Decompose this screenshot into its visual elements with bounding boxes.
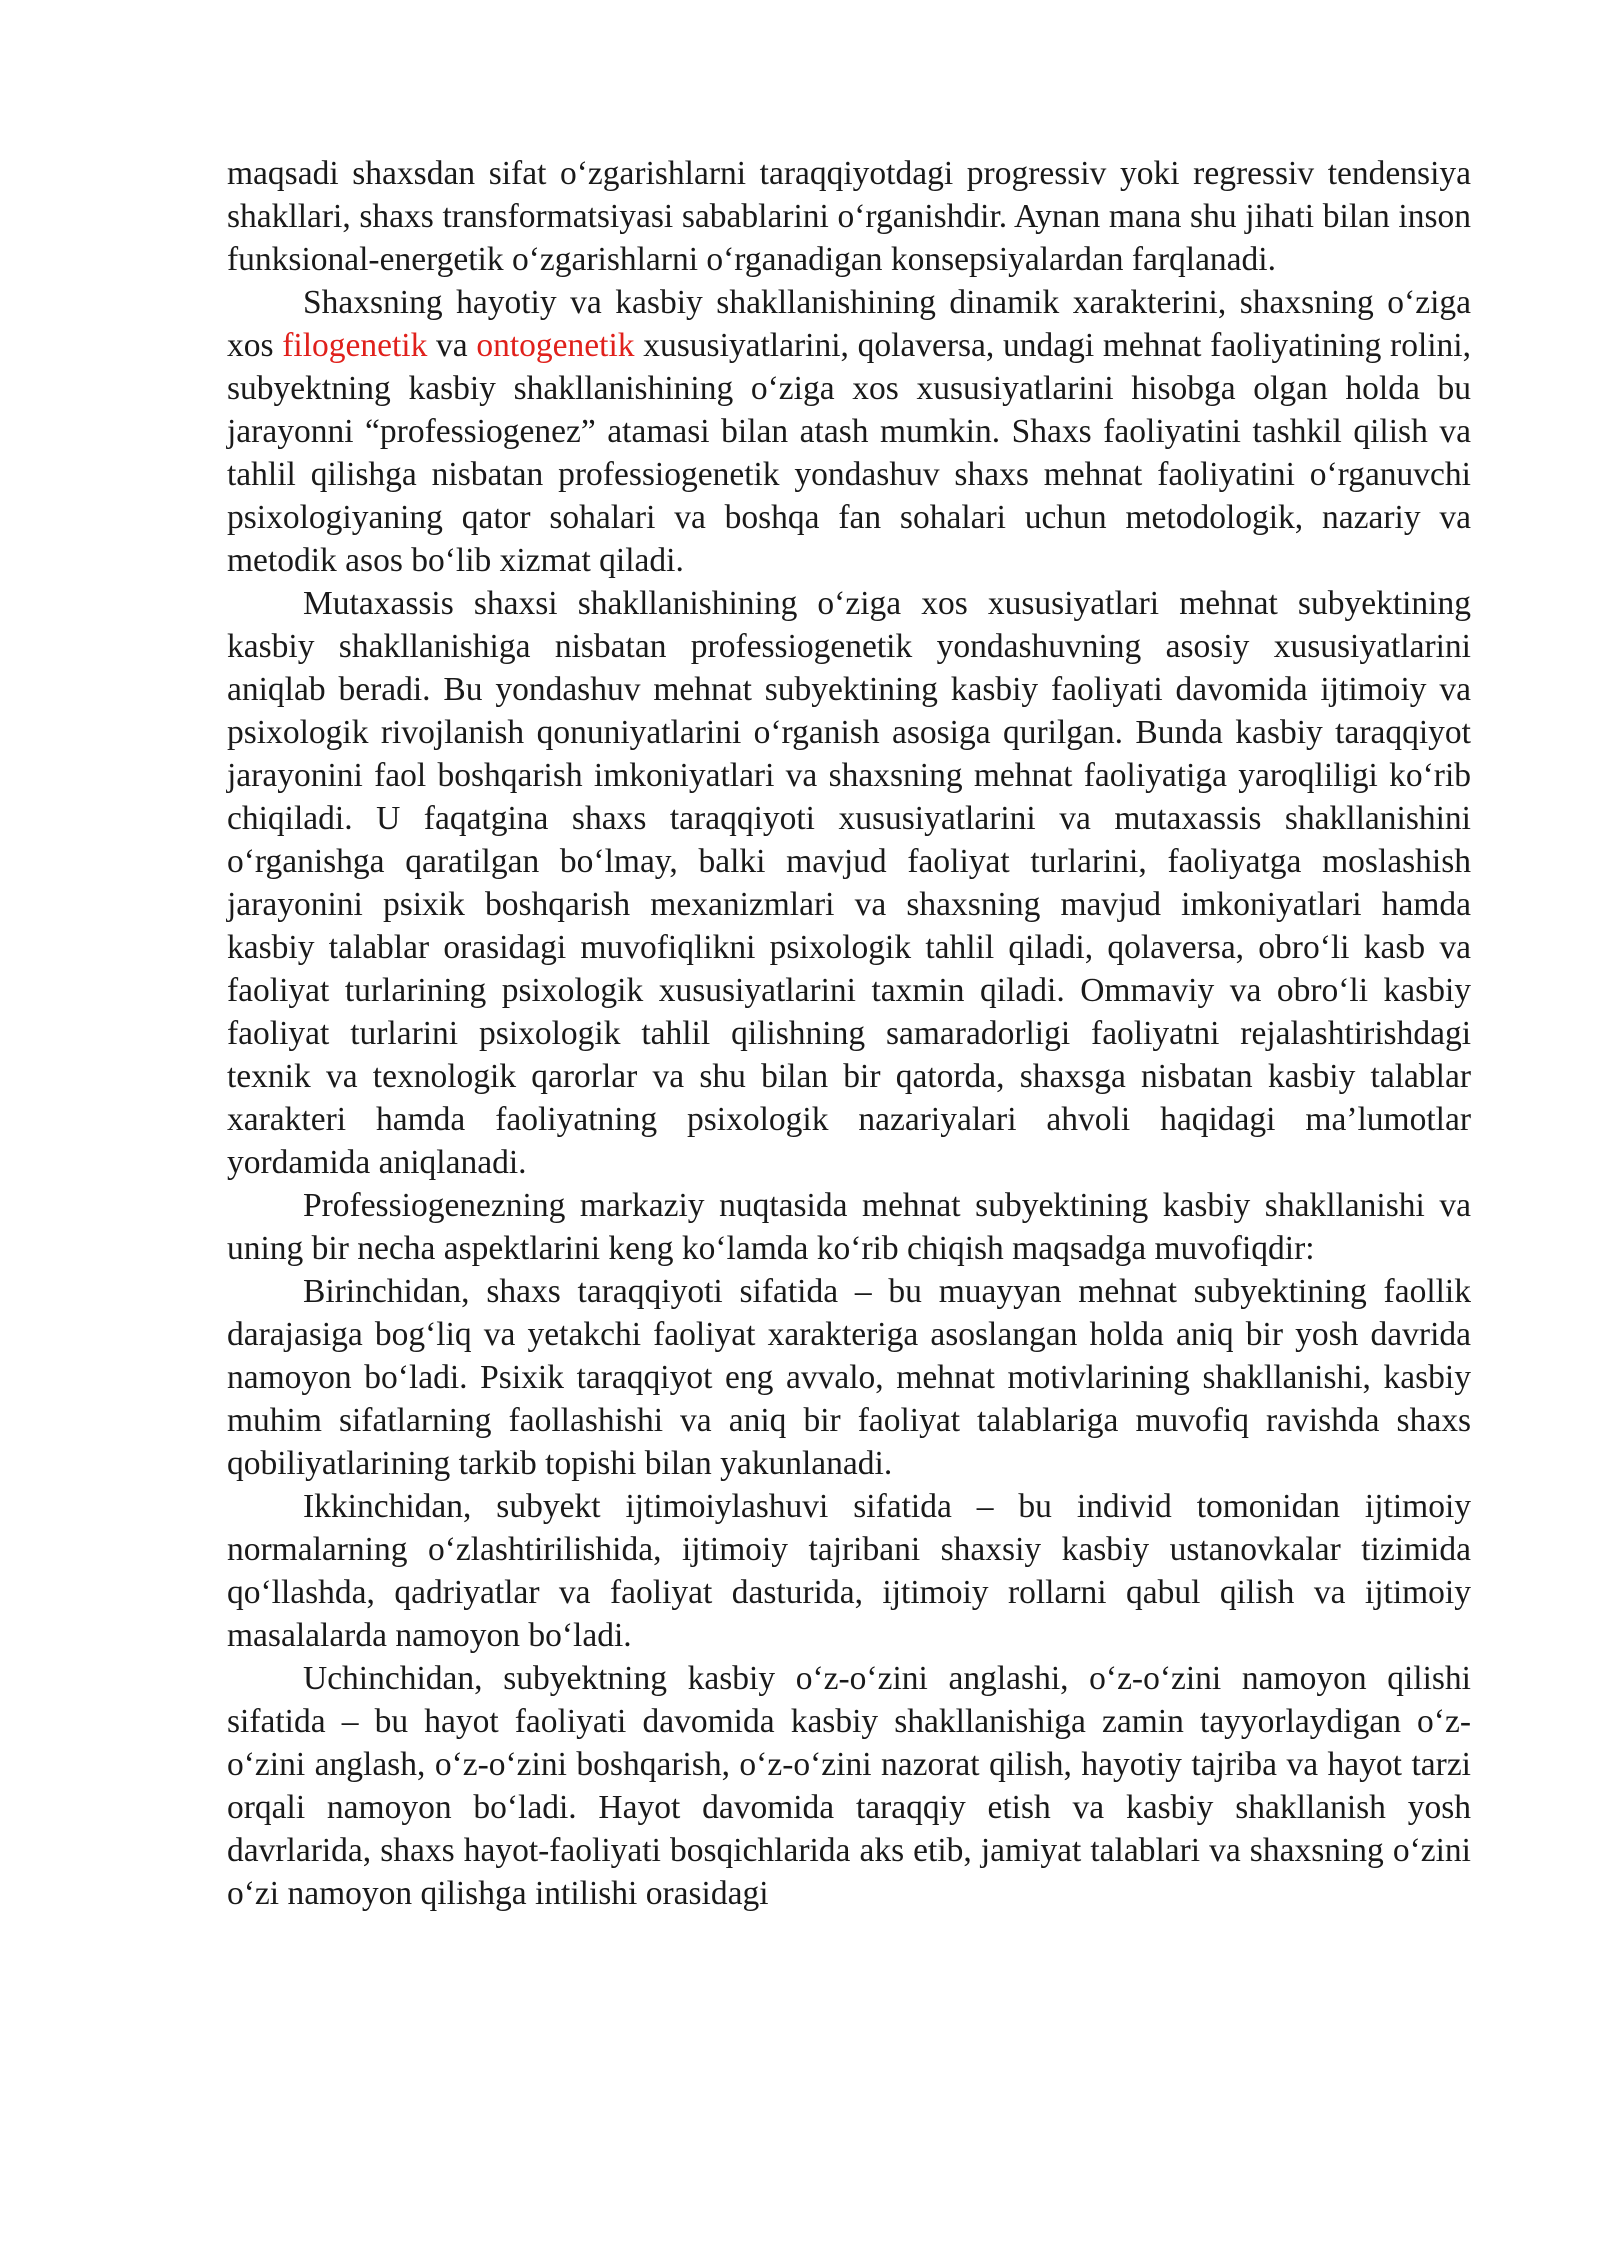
paragraph-7: Uchinchidan, subyektning kasbiy o‘z-o‘zini anglashi, o‘z-o‘zini namoyon qilishi sifatida – bu hayot faoliyati davomida kasbiy shakllanishiga zamin tayyorlaydigan o‘z-o‘zini anglash, o‘z-o‘zini boshqarish, o‘z-o‘zini nazorat qilish, hayotiy tajriba va hayot tarzi orqali namoyon bo‘ladi. Hayot davomida taraqqiy etish va kasbiy shakllanish yosh davrlarida, shaxs hayot-faoliyati bosqichlarida aks etib, jamiyat talablari va shaxsning o‘zini o‘zi namoyon qilishga intilishi orasidagi	[227, 1660, 1471, 1912]
highlighted-term-ontogenetik: ontogenetik	[476, 327, 635, 364]
paragraph-6: Ikkinchidan, subyekt ijtimoiylashuvi sifatida – bu individ tomonidan ijtimoiy normalarning o‘zlashtirilishida, ijtimoiy tajribani shaxsiy kasbiy ustanovkalar tizimida qo‘llashda, qadriyatlar va faoliyat dasturida, ijtimoiy rollarni qabul qilish va ijtimoiy masalalarda namoyon bo‘ladi.	[227, 1488, 1471, 1654]
paragraph-2-part-3: xususiyatlarini, qolaversa, undagi mehnat faoliyatining rolini, subyektning kasbiy shakllanishining o‘ziga xos xususiyatlarini hisobga olgan holda bu jarayonni “professiogenez” atamasi bilan atash mumkin. Shaxs faoliyatini tashkil qilish va tahlil qilishga nisbatan professiogenetik yondashuv shaxs mehnat faoliyatini o‘rganuvchi psixologiyaning qator sohalari va boshqa fan sohalari uchun metodologik, nazariy va metodik asos bo‘lib xizmat qiladi.	[227, 327, 1471, 579]
document-page	[227, 152, 1471, 1915]
paragraph-2-part-2: va	[427, 327, 477, 364]
paragraph-5: Birinchidan, shaxs taraqqiyoti sifatida – bu muayyan mehnat subyektining faollik darajasiga bog‘liq va yetakchi faoliyat xarakteriga asoslangan holda aniq bir yosh davrida namoyon bo‘ladi. Psixik taraqqiyot eng avvalo, mehnat motivlarining shakllanishi, kasbiy muhim sifatlarning faollashishi va aniq bir faoliyat talablariga muvofiq ravishda shaxs qobiliyatlarining tarkib topishi bilan yakunlanadi.	[227, 1273, 1471, 1482]
paragraph-2-part-1: Shaxsning hayotiy va kasbiy shakllanishining dinamik xarakterini, shaxsning o‘ziga xos	[227, 284, 1471, 364]
highlighted-term-filogenetik: filogenetik	[282, 327, 428, 364]
paragraph-4: Professiogenezning markaziy nuqtasida mehnat subyektining kasbiy shakllanishi va uning bir necha aspektlarini keng ko‘lamda ko‘rib chiqish maqsadga muvofiqdir:	[227, 1187, 1471, 1267]
paragraph-2	[227, 281, 1471, 582]
paragraph-1: maqsadi shaxsdan sifat o‘zgarishlarni taraqqiyotdagi progressiv yoki regressiv tendensiya shakllari, shaxs transformatsiyasi sabablarini o‘rganishdir. Aynan mana shu jihati bilan inson funksional-energetik o‘zgarishlarni o‘rganadigan konsepsiyalardan farqlanadi.	[227, 155, 1471, 278]
paragraph-3: Mutaxassis shaxsi shakllanishining o‘ziga xos xususiyatlari mehnat subyektining kasbiy shakllanishiga nisbatan professiogenetik yondashuvning asosiy xususiyatlarini aniqlab beradi. Bu yondashuv mehnat subyektining kasbiy faoliyati davomida ijtimoiy va psixologik rivojlanish qonuniyatlarini o‘rganish asosiga qurilgan. Bunda kasbiy taraqqiyot jarayonini faol boshqarish imkoniyatlari va shaxsning mehnat faoliyatiga yaroqliligi ko‘rib chiqiladi. U faqatgina shaxs taraqqiyoti xususiyatlarini va mutaxassis shakllanishini o‘rganishga qaratilgan bo‘lmay, balki mavjud faoliyat turlarini, faoliyatga moslashish jarayonini psixik boshqarish mexanizmlari va shaxsning mavjud imkoniyatlari hamda kasbiy talablar orasidagi muvofiqlikni psixologik tahlil qiladi, qolaversa, obro‘li kasb va faoliyat turlarining psixologik xususiyatlarini taxmin qiladi. Ommaviy va obro‘li kasbiy faoliyat turlarini psixologik tahlil qilishning samaradorligi faoliyatni rejalashtirishdagi texnik va texnologik qarorlar va shu bilan bir qatorda, shaxsga nisbatan kasbiy talablar xarakteri hamda faoliyatning psixologik nazariyalari ahvoli haqidagi ma’lumotlar yordamida aniqlanadi.	[227, 585, 1471, 1181]
